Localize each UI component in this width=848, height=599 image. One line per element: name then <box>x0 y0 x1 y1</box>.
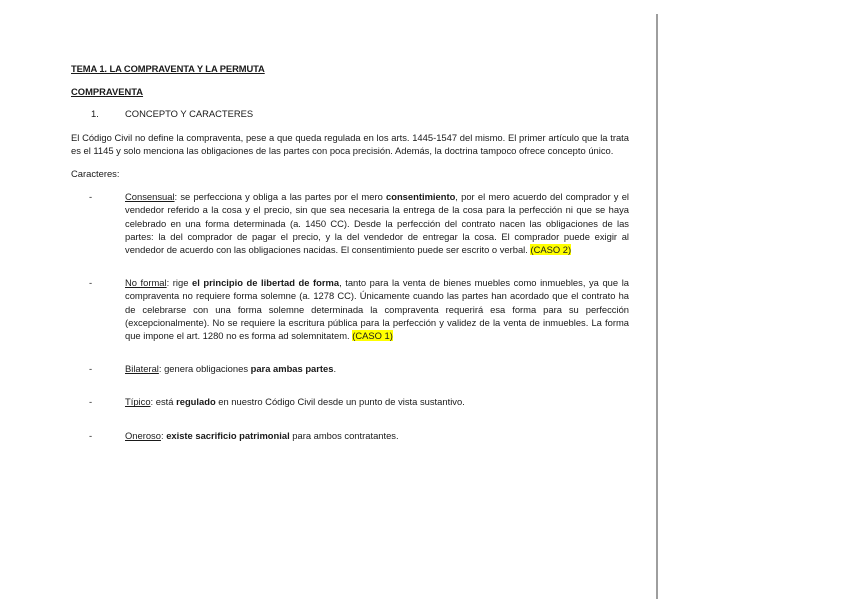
section-heading: COMPRAVENTA <box>71 86 144 98</box>
item-bold: consentimiento <box>386 191 456 203</box>
bullet-dash: - <box>89 277 93 289</box>
item-bold: existe sacrificio patrimonial <box>166 429 290 441</box>
highlight-tag: (CASO 2) <box>530 244 572 256</box>
list-item <box>71 190 629 256</box>
document-title: TEMA 1. LA COMPRAVENTA Y LA PERMUTA <box>71 63 265 74</box>
list-item <box>71 362 629 375</box>
list-item-body <box>125 395 629 408</box>
item-text: : se perfecciona y obliga a las partes por el mero <box>174 191 387 203</box>
item-term: No formal <box>125 277 167 289</box>
highlight-tag: (CASO 1) <box>352 330 393 342</box>
characteristics-list <box>71 190 629 442</box>
heading-text: CONCEPTO Y CARACTERES <box>125 108 254 120</box>
list-item-body <box>125 276 629 342</box>
item-bold: el principio de libertad de forma <box>192 277 340 289</box>
page-divider <box>656 14 658 599</box>
bullet-dash: - <box>89 396 93 408</box>
item-text: : <box>160 429 167 441</box>
bullet-dash: - <box>89 191 93 203</box>
bullet-dash: - <box>89 363 93 375</box>
list-item-body <box>125 429 629 442</box>
caracteres-label: Caracteres: <box>71 168 120 180</box>
list-item <box>71 395 629 408</box>
item-text: . <box>333 363 337 375</box>
item-text: : genera obligaciones <box>158 363 251 375</box>
item-term: Oneroso <box>125 429 161 441</box>
heading-number: 1. <box>91 108 99 120</box>
item-bold: regulado <box>176 396 216 408</box>
item-bold: para ambas partes <box>250 363 334 375</box>
numbered-heading <box>71 107 629 120</box>
item-term: Típico <box>125 396 151 408</box>
document-content <box>71 62 629 462</box>
item-term: Consensual <box>125 191 175 203</box>
intro-paragraph: El Código Civil no define la compraventa, pese a que queda regulada en los arts. 1445-1547 del mismo. El primer artículo que la trata es el 1145 y solo menciona las obligaciones de las partes con poca precisión. Además, la doctrina tampoco ofrece concepto único. <box>71 131 629 156</box>
item-term: Bilateral <box>125 363 159 375</box>
list-item <box>71 429 629 442</box>
list-item-body <box>125 190 629 256</box>
item-text: : está <box>150 396 177 408</box>
list-item-body <box>125 362 629 375</box>
item-text: para ambos contratantes. <box>289 429 399 441</box>
item-text: , por el mero acuerdo del comprador y el vendedor referido a la cosa y el precio, sin que sea necesaria la entrega de la cosa para la perfección ni que se haya celebrado en una forma determinada (a. 1450 CC). Desde la perfección del contrato nacen las obligaciones de las partes: la del comprador de pagar el precio, y la del vendedor de entregar la cosa. El comprador puede exigir al vendedor de acuerdo con las obligaciones nacidas. El consentimiento puede ser escrito o verbal. <box>125 191 629 256</box>
bullet-dash: - <box>89 429 93 441</box>
item-text: : rige <box>166 277 192 289</box>
item-text: , tanto para la venta de bienes muebles como inmuebles, ya que la compraventa no requiere forma solemne (a. 1278 CC). Únicamente cuando las partes han acordado que el contrato ha de celebrarse con una forma solemne determinada la compraventa requerirá esa forma para su perfección (excepcionalmente). No se requiere la escritura pública para la perfección y validez de la venta de inmuebles. La forma que impone el art. 1280 no es forma ad solemnitatem. <box>125 277 629 342</box>
list-item <box>71 276 629 342</box>
item-text: en nuestro Código Civil desde un punto de vista sustantivo. <box>215 396 465 408</box>
